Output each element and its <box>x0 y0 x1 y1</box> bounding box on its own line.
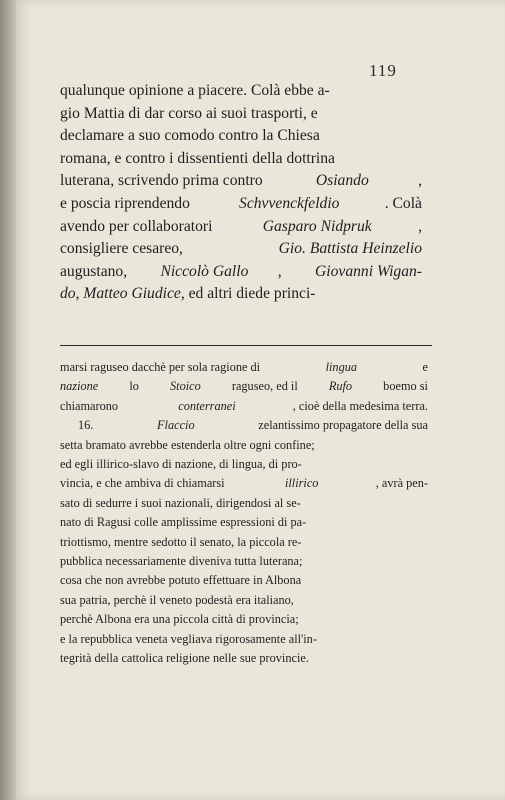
main-text-line <box>60 125 422 148</box>
main-text-line <box>60 103 422 126</box>
footnote-line <box>60 377 428 396</box>
text-segment: sua patria, perchè il veneto podestà era italiano, <box>60 592 294 607</box>
footnote-line <box>60 591 428 610</box>
italic-text-segment: conterranei <box>178 398 236 413</box>
footnote-block <box>60 358 428 669</box>
footnote-separator-rule <box>60 345 432 346</box>
text-segment: avendo per collaboratori <box>60 217 217 235</box>
italic-text-segment: do <box>60 285 76 303</box>
text-segment: lo <box>126 379 142 394</box>
text-segment: perchè Albona era una piccola città di provincia; <box>60 612 299 627</box>
text-segment: tegrità della cattolica religione nelle sue provincie. <box>60 651 309 666</box>
book-spine-shadow <box>0 0 16 800</box>
footnote-line <box>60 630 428 649</box>
text-segment: e la repubblica veneta vegliava rigorosamente all'in- <box>60 631 317 646</box>
text-segment: qualunque opinione a piacere. Colà ebbe a- <box>60 82 330 99</box>
italic-text-segment: Flaccio <box>157 418 195 433</box>
main-text-line <box>60 148 422 171</box>
main-text-line <box>60 238 422 261</box>
text-segment: , <box>75 285 84 303</box>
text-segment: declamare a suo comodo contro la Chiesa <box>60 127 320 145</box>
text-segment: . Colà <box>384 194 422 212</box>
text-segment: e <box>419 360 428 374</box>
footnote-line <box>60 416 428 435</box>
text-segment: raguseo, ed il <box>228 379 301 394</box>
main-text-line <box>60 216 422 239</box>
text-segment: romana, e contro i dissentienti della dottrina <box>60 149 335 167</box>
italic-text-segment: Rufo <box>328 379 353 394</box>
main-text-line <box>60 193 422 216</box>
footnote-line <box>60 358 428 377</box>
text-segment: sato di sedurre i suoi nazionali, dirigendosi al se- <box>60 495 301 510</box>
footnote-line <box>60 397 428 416</box>
italic-text-segment: illirico <box>284 476 319 491</box>
footnote-line <box>60 436 428 455</box>
text-segment: triottismo, mentre sedotto il senato, la piccola re- <box>60 534 302 549</box>
text-segment: chiamarono <box>60 398 122 413</box>
main-text-line <box>60 283 422 306</box>
italic-text-segment: Gasparo Nidpruk <box>262 217 372 235</box>
italic-text-segment: lingua <box>325 360 358 374</box>
text-segment: , <box>418 172 422 190</box>
footnote-line <box>60 571 428 590</box>
main-text-block <box>60 80 422 306</box>
italic-text-segment: Niccolò Gallo <box>160 262 249 280</box>
text-segment: boemo si <box>380 379 428 394</box>
footnote-line <box>60 533 428 552</box>
footnote-line <box>60 455 428 474</box>
italic-text-segment: Schvvenckfeldio <box>239 194 340 212</box>
italic-text-segment: Giovanni Wigan- <box>315 262 422 280</box>
text-segment: , cioè della medesima terra. <box>292 398 428 413</box>
text-segment: e poscia riprendendo <box>60 194 194 212</box>
italic-text-segment: nazione <box>60 379 99 394</box>
text-segment: zelantissimo propagatore della sua <box>255 418 428 433</box>
footnote-line <box>60 474 428 493</box>
footnote-line <box>60 649 428 668</box>
text-segment: 16. <box>78 418 97 433</box>
text-segment: augustano, <box>60 262 132 280</box>
text-segment: marsi raguseo dacchè per sola ragione di <box>60 360 264 374</box>
text-segment: consigliere cesareo, <box>60 240 187 258</box>
book-page <box>16 0 505 800</box>
italic-text-segment: Osiando <box>315 172 369 190</box>
text-segment: vincia, e che ambiva di chiamarsi <box>60 476 228 491</box>
main-text-line <box>60 170 422 193</box>
main-text-line <box>60 261 422 284</box>
text-segment: , <box>277 262 286 280</box>
footnote-line <box>60 494 428 513</box>
italic-text-segment: Matteo Giudice <box>83 285 181 303</box>
main-text-line <box>60 80 422 103</box>
footnote-line <box>60 552 428 571</box>
text-segment: , ed altri diede princi- <box>180 285 316 303</box>
text-segment: nato di Ragusi colle amplissime espressioni di pa- <box>60 515 307 530</box>
text-segment: pubblica necessariamente diveniva tutta luterana; <box>60 554 303 569</box>
text-segment: , avrà pen- <box>375 476 428 491</box>
text-segment: cosa che non avrebbe potuto effettuare in Albona <box>60 573 302 588</box>
text-segment: gio Mattia di dar corso ai suoi trasporti, e <box>60 104 318 122</box>
footnote-line <box>60 610 428 629</box>
italic-text-segment: Gio. Battista Heinzelio <box>278 240 422 258</box>
text-segment: setta bramato avrebbe estenderla oltre ogni confine; <box>60 437 315 452</box>
footnote-line <box>60 513 428 532</box>
text-segment: luterana, scrivendo prima contro <box>60 172 267 190</box>
text-segment: , <box>418 217 422 235</box>
text-segment: ed egli illirico-slavo di nazione, di lingua, di pro- <box>60 457 302 472</box>
page-number: 119 <box>369 61 397 80</box>
italic-text-segment: Stoico <box>170 379 201 394</box>
